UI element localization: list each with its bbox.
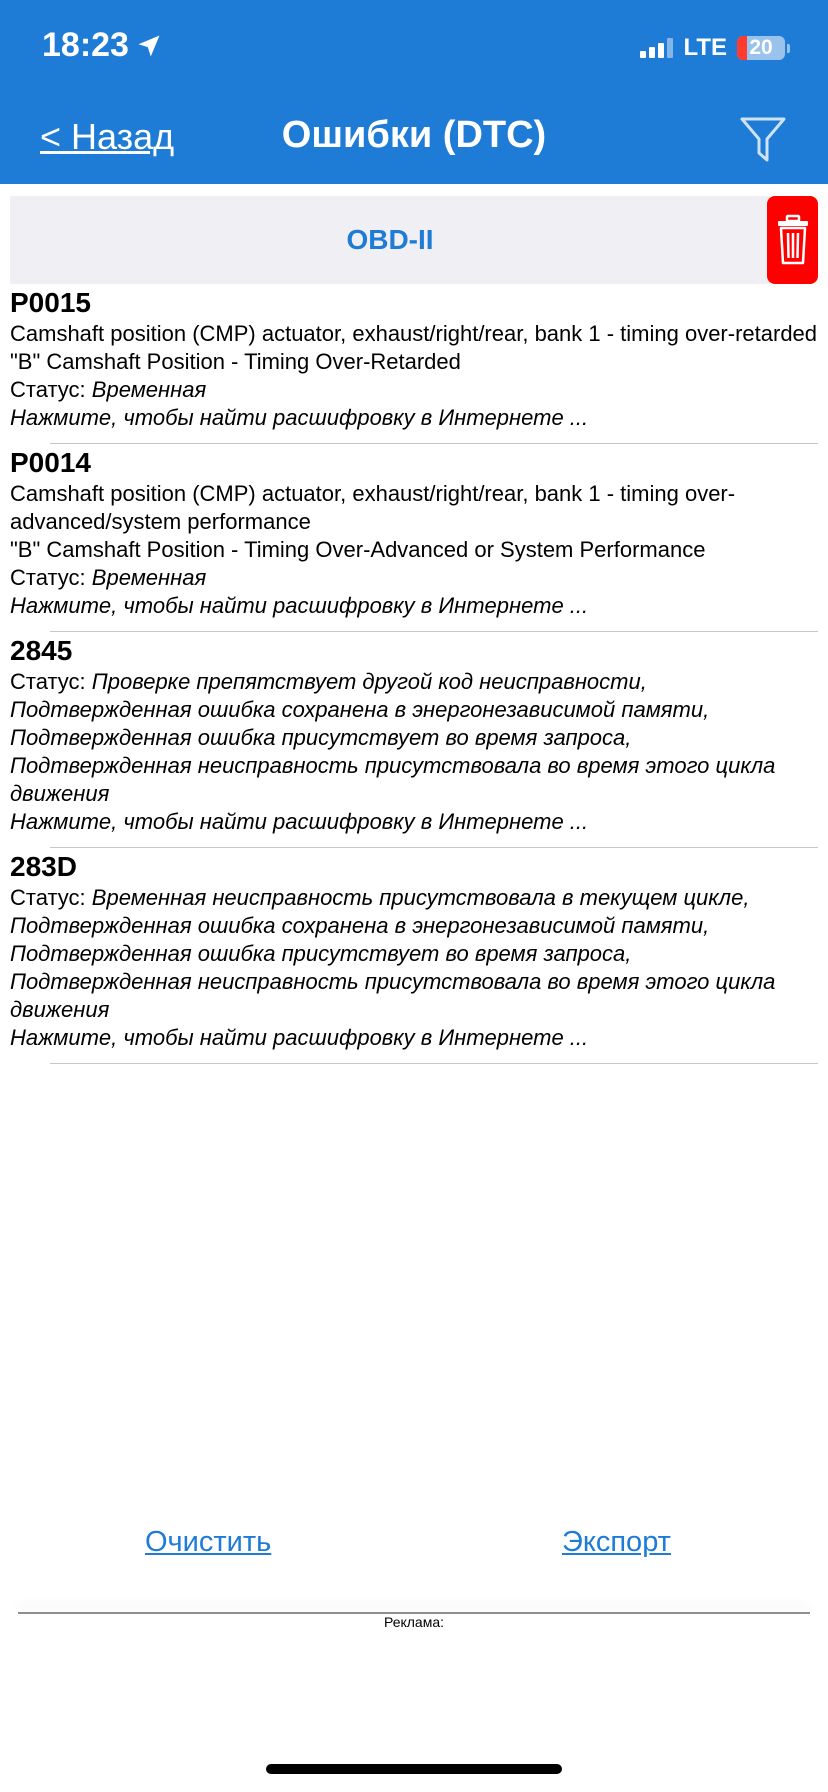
search-online-hint: Нажмите, чтобы найти расшифровку в Интернете ... bbox=[10, 809, 589, 834]
delete-button[interactable] bbox=[767, 196, 818, 284]
protocol-segment[interactable] bbox=[10, 196, 770, 284]
search-online-hint: Нажмите, чтобы найти расшифровку в Интернете ... bbox=[10, 1025, 589, 1050]
status-label: Статус: bbox=[10, 377, 86, 402]
dtc-status bbox=[10, 564, 818, 592]
dtc-list bbox=[10, 284, 818, 1064]
status-indicators bbox=[640, 34, 790, 62]
filter-funnel-icon bbox=[738, 114, 788, 164]
location-arrow-icon bbox=[135, 32, 163, 60]
status-label: Статус: bbox=[10, 885, 86, 910]
dtc-status bbox=[10, 668, 818, 808]
dtc-item[interactable] bbox=[10, 444, 818, 632]
battery-icon bbox=[737, 36, 785, 60]
status-time bbox=[42, 26, 163, 65]
dtc-description: Camshaft position (CMP) actuator, exhaust/right/rear, bank 1 - timing over-advanced/system performance bbox=[10, 481, 736, 534]
page-title: Ошибки (DTC) bbox=[281, 114, 547, 156]
dtc-description-alt: "B" Camshaft Position - Timing Over-Retarded bbox=[10, 349, 461, 374]
status-value: Временная bbox=[91, 565, 207, 590]
export-button[interactable]: Экспорт bbox=[562, 1526, 671, 1558]
navigation-header bbox=[0, 0, 828, 184]
home-indicator[interactable] bbox=[266, 1764, 562, 1774]
segment-label: OBD-II bbox=[346, 224, 434, 255]
dtc-code: 283D bbox=[10, 851, 77, 882]
search-online-hint: Нажмите, чтобы найти расшифровку в Интернете ... bbox=[10, 593, 589, 618]
back-button[interactable]: < Назад bbox=[40, 116, 175, 157]
dtc-code: P0015 bbox=[10, 287, 91, 318]
status-value: Временная bbox=[91, 377, 207, 402]
status-time-text: 18:23 bbox=[42, 26, 129, 64]
status-value: Временная неисправность присутствовала в текущем цикле, Подтвержденная ошибка сохранена в энергонезависимой памяти, Подтвержденная ошибка присутствует во время запроса, Подтвержденная неисправность присутствовала во время этого цикла движения bbox=[10, 885, 776, 1022]
dtc-description: Camshaft position (CMP) actuator, exhaust/right/rear, bank 1 - timing over-retarded bbox=[10, 321, 818, 346]
status-value: Проверке препятствует другой код неисправности, Подтвержденная ошибка сохранена в энергонезависимой памяти, Подтвержденная ошибка присутствует во время запроса, Подтвержденная неисправность присутствовала во время этого цикла движения bbox=[10, 669, 776, 806]
dtc-status bbox=[10, 884, 818, 1024]
ad-label: Реклама: bbox=[383, 1614, 445, 1630]
battery-tip bbox=[787, 44, 790, 53]
clear-button[interactable]: Очистить bbox=[145, 1526, 272, 1558]
dtc-item[interactable] bbox=[10, 284, 818, 444]
dtc-item[interactable] bbox=[10, 848, 818, 1064]
status-label: Статус: bbox=[10, 565, 86, 590]
dtc-description-alt: "B" Camshaft Position - Timing Over-Advanced or System Performance bbox=[10, 537, 706, 562]
signal-bars-icon bbox=[640, 38, 673, 58]
network-type: LTE bbox=[683, 34, 727, 61]
status-label: Статус: bbox=[10, 669, 86, 694]
dtc-item[interactable] bbox=[10, 632, 818, 848]
trash-icon bbox=[776, 214, 810, 266]
filter-button[interactable] bbox=[738, 114, 788, 164]
dtc-code: 2845 bbox=[10, 635, 73, 666]
search-online-hint: Нажмите, чтобы найти расшифровку в Интернете ... bbox=[10, 405, 589, 430]
dtc-status bbox=[10, 376, 818, 404]
battery-percent: 20 bbox=[749, 36, 773, 59]
dtc-code: P0014 bbox=[10, 447, 91, 478]
